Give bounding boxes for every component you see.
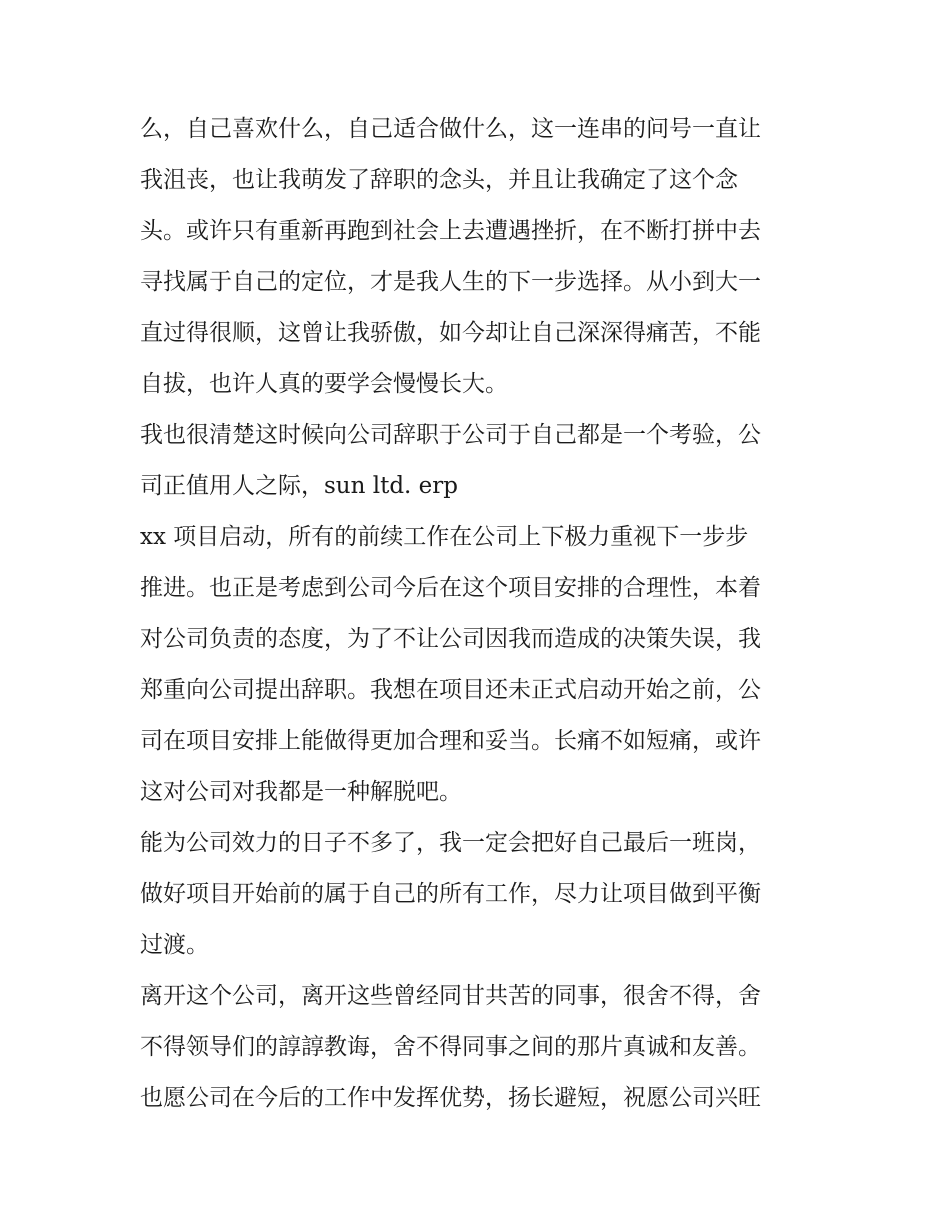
text-line: 这对公司对我都是一种解脱吧。 [140, 779, 462, 805]
text-line: 能为公司效力的日子不多了，我一定会把好自己最后一班岗， [140, 830, 761, 856]
text-line: 也愿公司在今后的工作中发挥优势，扬长避短，祝愿公司兴旺 [140, 1085, 761, 1111]
text-line: 司正值用人之际，sun ltd. erp [140, 473, 459, 499]
text-line: xx 项目启动，所有的前续工作在公司上下极力重视下一步步 [140, 524, 749, 550]
text-line: 司在项目安排上能做得更加合理和妥当。长痛不如短痛，或许 [140, 728, 761, 754]
text-line: 我也很清楚这时候向公司辞职于公司于自己都是一个考验，公 [140, 422, 761, 448]
text-line: 推进。也正是考虑到公司今后在这个项目安排的合理性，本着 [140, 575, 761, 601]
document-body [140, 104, 820, 1124]
text-line: 自拔，也许人真的要学会慢慢长大。 [140, 371, 508, 397]
text-line: 过渡。 [140, 932, 209, 958]
text-line: 么，自己喜欢什么，自己适合做什么，这一连串的问号一直让 [140, 116, 761, 142]
text-line: 对公司负责的态度，为了不让公司因我而造成的决策失误，我 [140, 626, 761, 652]
text-line: 离开这个公司，离开这些曾经同甘共苦的同事，很舍不得，舍 [140, 983, 761, 1009]
text-line: 我沮丧，也让我萌发了辞职的念头，并且让我确定了这个念 [140, 167, 738, 193]
text-line: 寻找属于自己的定位，才是我人生的下一步选择。从小到大一 [140, 269, 761, 295]
text-line: 不得领导们的諄諄教诲，舍不得同事之间的那片真诚和友善。 [140, 1034, 761, 1060]
text-line: 头。或许只有重新再跑到社会上去遭遇挫折，在不断打拼中去 [140, 218, 761, 244]
text-line: 直过得很顺，这曾让我骄傲，如今却让自己深深得痛苦，不能 [140, 320, 761, 346]
text-line: 郑重向公司提出辞职。我想在项目还未正式启动开始之前，公 [140, 677, 761, 703]
text-line: 做好项目开始前的属于自己的所有工作，尽力让项目做到平衡 [140, 881, 761, 907]
